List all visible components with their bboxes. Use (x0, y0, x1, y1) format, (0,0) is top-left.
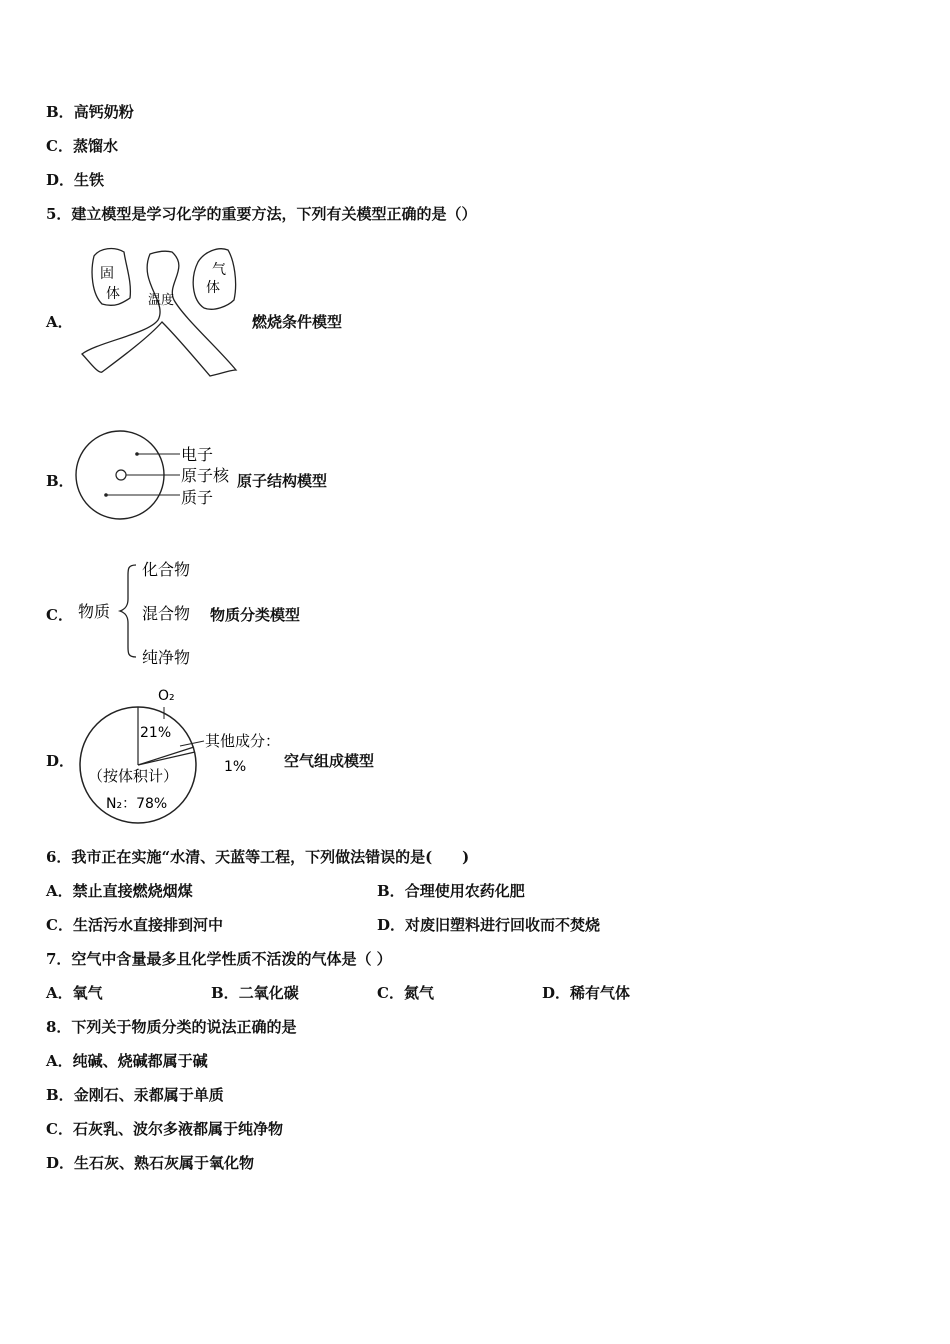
q5-option-d-caption: 空气组成模型 (284, 752, 375, 770)
gas-label-1: 气 (212, 262, 226, 278)
q6-option-c: C．生活污水直接排到河中 (46, 916, 223, 934)
q5-stem: 5．建立模型是学习化学的重要方法，下列有关模型正确的是（） (46, 205, 477, 223)
q4-option-c: C．蒸馏水 (46, 137, 118, 155)
n2-label: N₂：78% (106, 796, 168, 812)
fire-triangle-figure (78, 242, 243, 382)
atom-structure-figure (74, 430, 239, 522)
q6-stem: 6．我市正在实施“水清、天蓝等工程，下列做法错误的是( ) (46, 848, 470, 866)
q5-option-c-caption: 物质分类模型 (210, 606, 301, 624)
pure-substance-label: 纯净物 (142, 648, 191, 667)
q5-option-a-letter: A． (46, 313, 73, 331)
q7-option-c: C．氮气 (377, 984, 434, 1002)
q7-option-d: D．稀有气体 (542, 984, 631, 1002)
q8-option-a: A．纯碱、烧碱都属于碱 (46, 1052, 208, 1070)
q8-option-d: D．生石灰、熟石灰属于氧化物 (46, 1154, 255, 1172)
solid-label-1: 固 (100, 266, 114, 282)
gas-label-2: 体 (206, 280, 220, 296)
mixture-label: 混合物 (142, 604, 191, 623)
q6-option-d: D．对废旧塑料进行回收而不焚烧 (377, 916, 601, 934)
q7-option-a: A．氧气 (46, 984, 103, 1002)
q8-option-c: C．石灰乳、波尔多液都属于纯净物 (46, 1120, 283, 1138)
volume-basis-label: （按体积计） (88, 767, 179, 785)
q5-option-d-letter: D． (46, 752, 75, 770)
q6-option-a: A．禁止直接燃烧烟煤 (46, 882, 193, 900)
q5-option-b-caption: 原子结构模型 (237, 472, 328, 490)
temperature-label: 温度 (148, 293, 175, 308)
q8-stem: 8．下列关于物质分类的说法正确的是 (46, 1018, 297, 1036)
q7-stem: 7．空气中含量最多且化学性质不活泼的气体是（ ） (46, 950, 392, 968)
proton-label: 质子 (181, 488, 214, 507)
q4-option-d: D．生铁 (46, 171, 105, 189)
q5-option-b-letter: B． (46, 472, 74, 490)
q5-option-a-caption: 燃烧条件模型 (252, 313, 343, 331)
compound-label: 化合物 (142, 560, 191, 579)
other-components-label: 其他成分： (205, 732, 281, 750)
o2-label: O₂ (158, 688, 175, 704)
o2-percent: 21% (140, 725, 172, 741)
matter-root-label: 物质 (78, 602, 111, 621)
q7-option-b: B．二氧化碳 (211, 984, 299, 1002)
q4-option-b: B．高钙奶粉 (46, 103, 134, 121)
matter-classification-figure (74, 555, 209, 670)
air-composition-figure (76, 683, 286, 828)
q6-option-b: B．合理使用农药化肥 (377, 882, 525, 900)
q5-option-c-letter: C． (46, 606, 73, 624)
solid-label-2: 体 (106, 286, 120, 302)
electron-label: 电子 (181, 445, 214, 464)
other-percent: 1% (224, 759, 247, 775)
q8-option-b: B．金刚石、汞都属于单质 (46, 1086, 224, 1104)
nucleus-label: 原子核 (181, 466, 230, 485)
